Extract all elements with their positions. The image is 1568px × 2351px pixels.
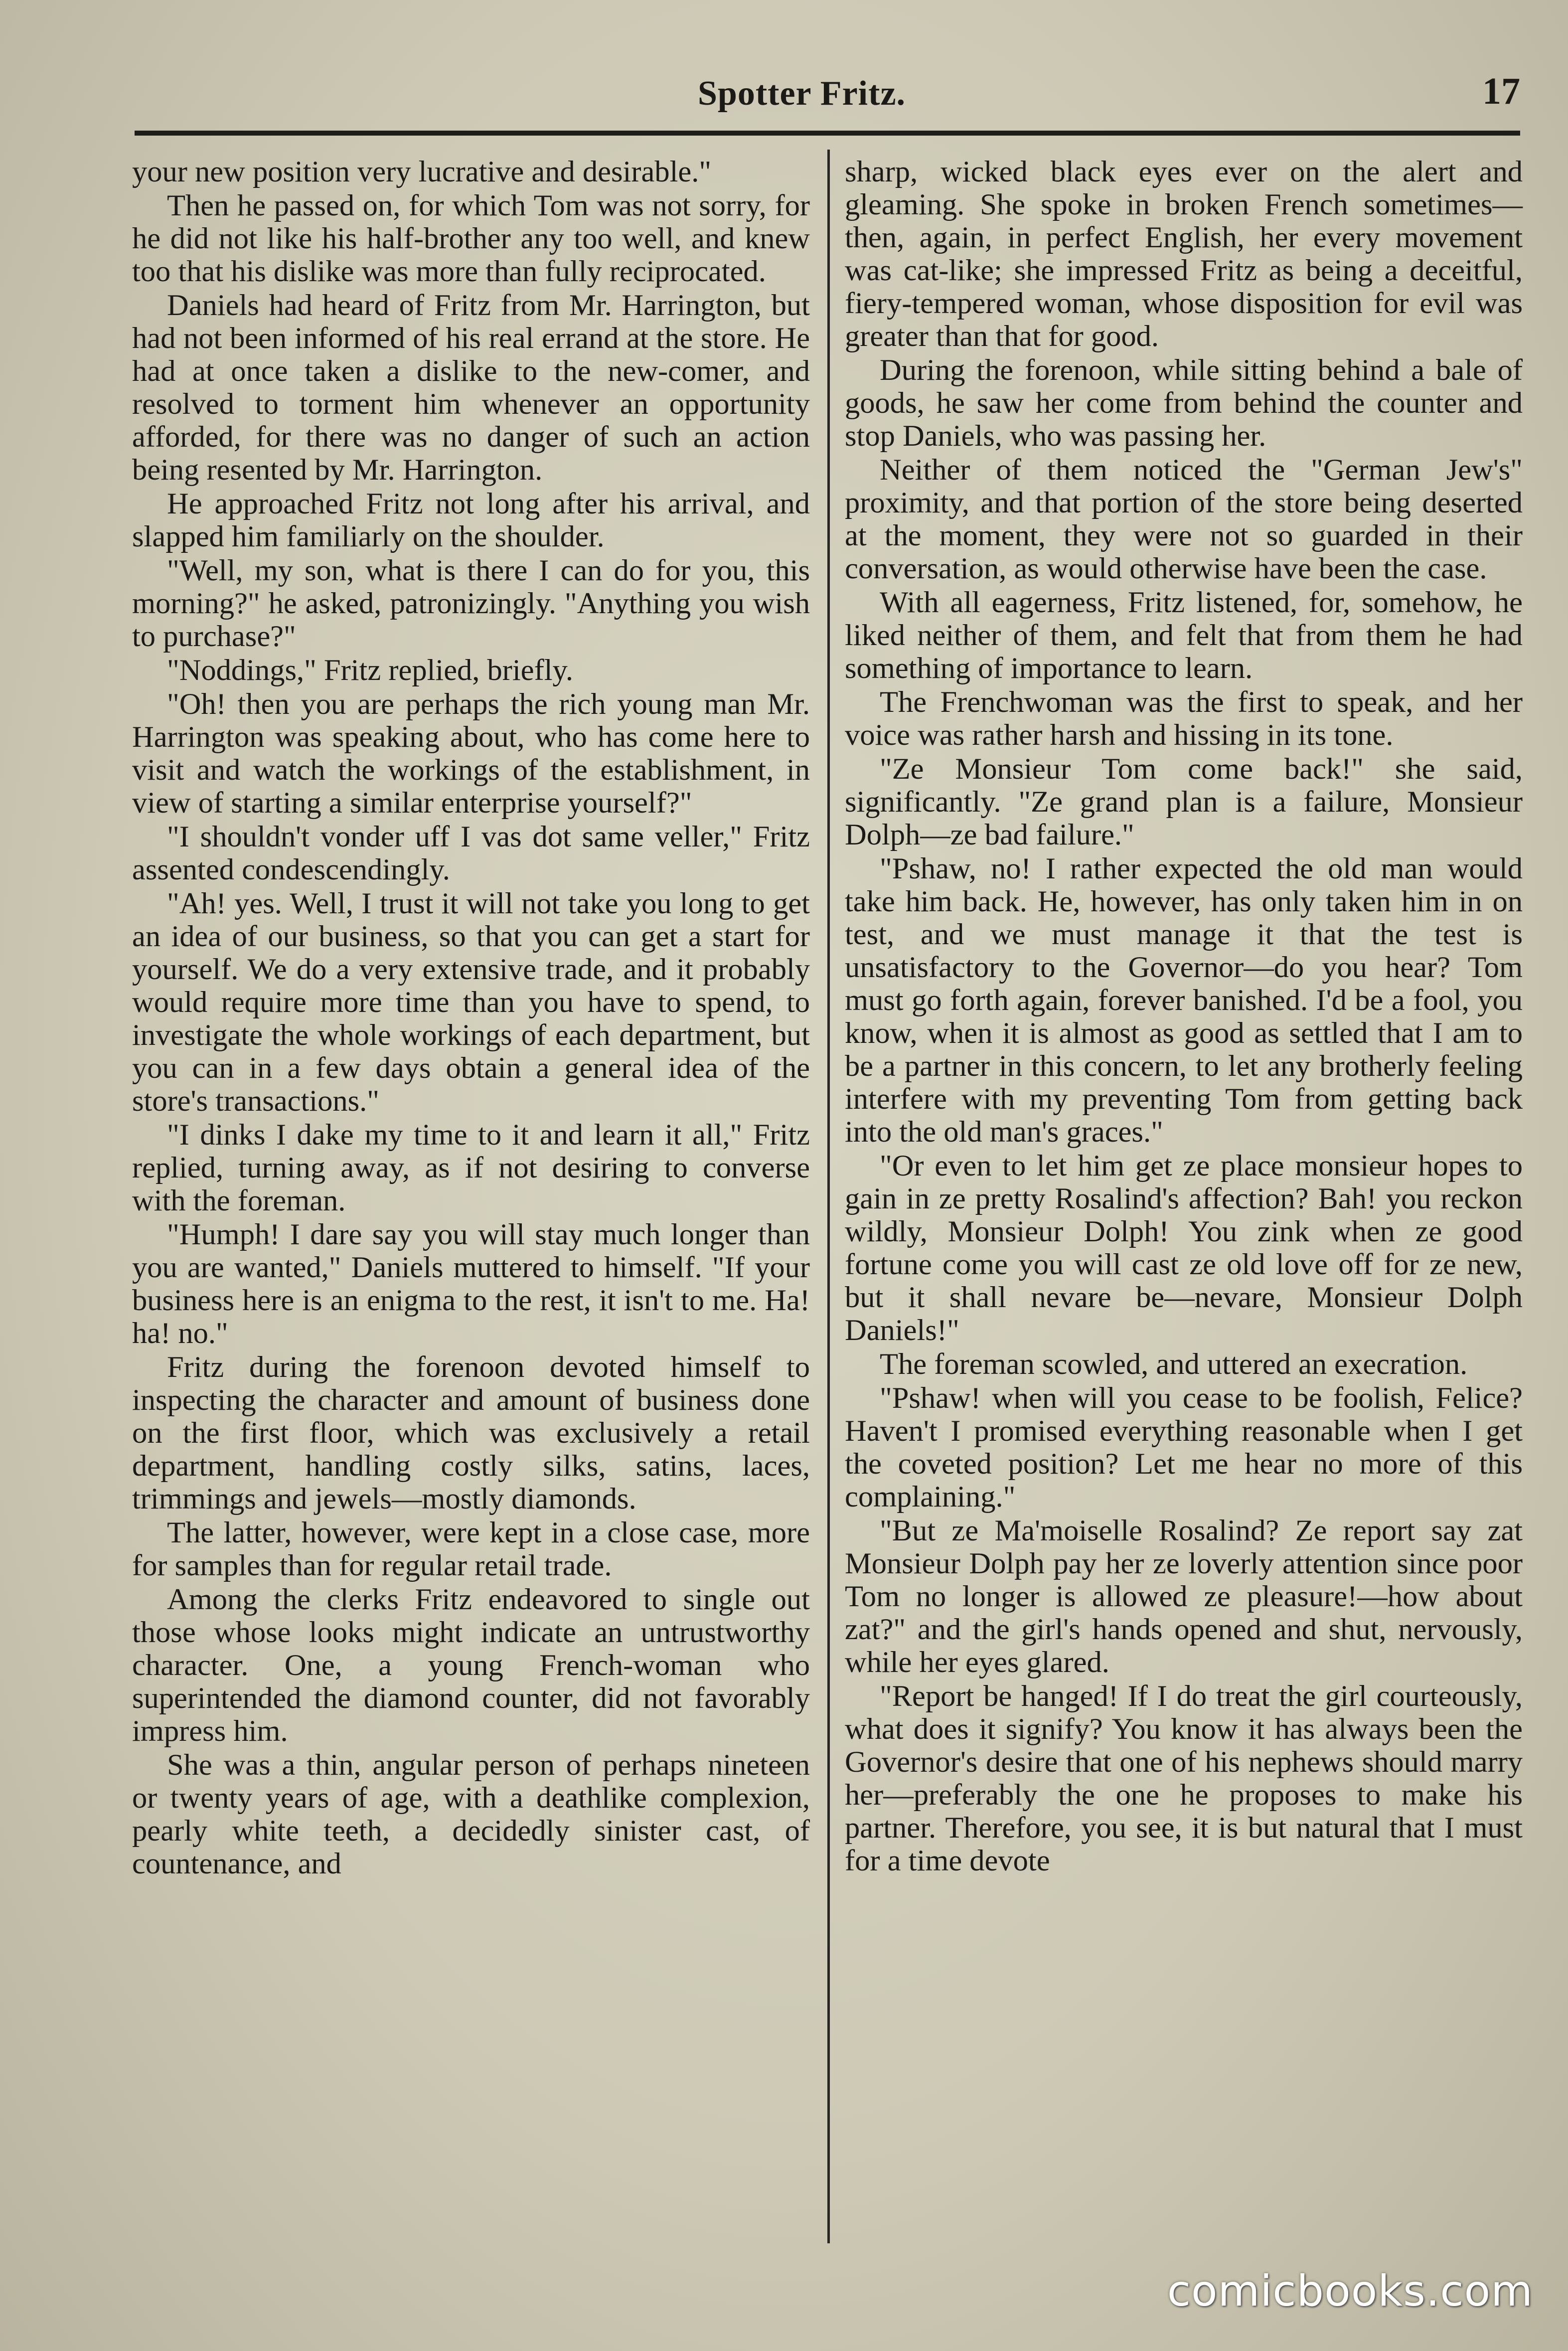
paragraph: Among the clerks Fritz endeavored to single out those whose looks might indicate an untrustworthy character. One, a young French-woman who superintended the diamond counter, did not favorably impress him. [132, 1583, 810, 1748]
paragraph: "Ah! yes. Well, I trust it will not take you long to get an idea of our business, so that you can get a start for yourself. We do a very extensive trade, and it probably would require more time than you have to spend, to investigate the whole workings of each department, but you can in a few days obtain a general idea of the store's transactions." [132, 887, 810, 1118]
paragraph: "Or even to let him get ze place monsieur hopes to gain in ze pretty Rosalind's affection? Bah! you reckon wildly, Monsieur Dolph! You zink when ze good fortune come you will cast ze old love off for ze new, but it shall nevare be—nevare, Monsieur Dolph Daniels!" [845, 1149, 1523, 1347]
paragraph: "Oh! then you are perhaps the rich young man Mr. Harrington was speaking about, who has come here to visit and watch the workings of the establishment, in view of starting a similar enterprise yourself?" [132, 687, 810, 820]
paragraph: "Humph! I dare say you will stay much longer than you are wanted," Daniels muttered to himself. "If your business here is an enigma to the rest, it isn't to me. Ha! ha! no." [132, 1218, 810, 1350]
paragraph: The latter, however, were kept in a close case, more for samples than for regular retail trade. [132, 1516, 810, 1582]
paragraph: Fritz during the forenoon devoted himself to inspecting the character and amount of business done on the first floor, which was exclusively a retail department, handling costly silks, satins, laces, trimmings and jewels—mostly diamonds. [132, 1350, 810, 1515]
right-column [845, 156, 1523, 1877]
page-number: 17 [1482, 70, 1520, 112]
paragraph: He approached Fritz not long after his arrival, and slapped him familiarly on the shoulder. [132, 487, 810, 553]
paragraph: During the forenoon, while sitting behind a bale of goods, he saw her come from behind the counter and stop Daniels, who was passing her. [845, 353, 1523, 453]
paragraph: Daniels had heard of Fritz from Mr. Harrington, but had not been informed of his real errand at the store. He had at once taken a dislike to the new-comer, and resolved to torment him whenever an opportunity afforded, for there was no danger of such an action being resented by Mr. Harrington. [132, 289, 810, 487]
paragraph: "Ze Monsieur Tom come back!" she said, significantly. "Ze grand plan is a failure, Monsieur Dolph—ze bad failure." [845, 752, 1523, 851]
page-header [135, 70, 1530, 125]
paragraph: Then he passed on, for which Tom was not sorry, for he did not like his half-brother any too well, and knew too that his dislike was more than fully reciprocated. [132, 189, 810, 288]
paragraph: She was a thin, angular person of perhaps nineteen or twenty years of age, with a deathlike complexion, pearly white teeth, a decidedly sinister cast, of countenance, and [132, 1748, 810, 1880]
paragraph: The Frenchwoman was the first to speak, and her voice was rather harsh and hissing in its tone. [845, 685, 1523, 752]
site-watermark: comicbooks.com [1167, 2266, 1533, 2316]
paragraph: "But ze Ma'moiselle Rosalind? Ze report say zat Monsieur Dolph pay her ze loverly attention since poor Tom no longer is allowed ze pleasure!—how about zat?" and the girl's hands opened and shut, nervously, while her eyes glared. [845, 1514, 1523, 1679]
paragraph: your new position very lucrative and desirable." [132, 155, 712, 188]
paragraph: sharp, wicked black eyes ever on the alert and gleaming. She spoke in broken French sometimes—then, again, in perfect English, her every movement was cat-like; she impressed Fritz as being a deceitful, fiery-tempered woman, whose disposition for evil was greater than that for good. [845, 155, 1523, 353]
header-rule [135, 131, 1520, 136]
paragraph: "Pshaw, no! I rather expected the old man would take him back. He, however, has only taken him in on test, and we must manage it that the test is unsatisfactory to the Governor—do you hear? Tom must go forth again, forever banished. I'd be a fool, you know, when it is almost as good as settled that I am to be a partner in this concern, to let any brotherly feeling interfere with my preventing Tom from getting back into the old man's graces." [845, 852, 1523, 1149]
column-divider [827, 150, 830, 2243]
paragraph: "Report be hanged! If I do treat the girl courteously, what does it signify? You know it has always been the Governor's desire that one of his nephews should marry her—preferably the one he proposes to make his partner. Therefore, you see, it is but natural that I must for a time devote [845, 1679, 1523, 1877]
paragraph: "Pshaw! when will you cease to be foolish, Felice? Haven't I promised everything reasonable when I get the coveted position? Let me hear no more of this complaining." [845, 1381, 1523, 1513]
paragraph: "Noddings," Fritz replied, briefly. [167, 654, 574, 687]
running-title: Spotter Fritz. [698, 74, 906, 113]
paragraph: "Well, my son, what is there I can do for you, this morning?" he asked, patronizingly. "Anything you wish to purchase?" [132, 554, 810, 653]
paragraph: "I dinks I dake my time to it and learn it all," Fritz replied, turning away, as if not desiring to converse with the foreman. [132, 1118, 810, 1217]
paragraph: Neither of them noticed the "German Jew's" proximity, and that portion of the store being deserted at the moment, they were not so guarded in their conversation, as would otherwise have been the case. [845, 453, 1523, 585]
paragraph: The foreman scowled, and uttered an execration. [880, 1347, 1468, 1381]
paragraph: With all eagerness, Fritz listened, for, somehow, he liked neither of them, and felt that from them he had something of importance to learn. [845, 586, 1523, 685]
left-column [132, 156, 810, 1880]
paragraph: "I shouldn't vonder uff I vas dot same veller," Fritz assented condescendingly. [132, 820, 810, 886]
